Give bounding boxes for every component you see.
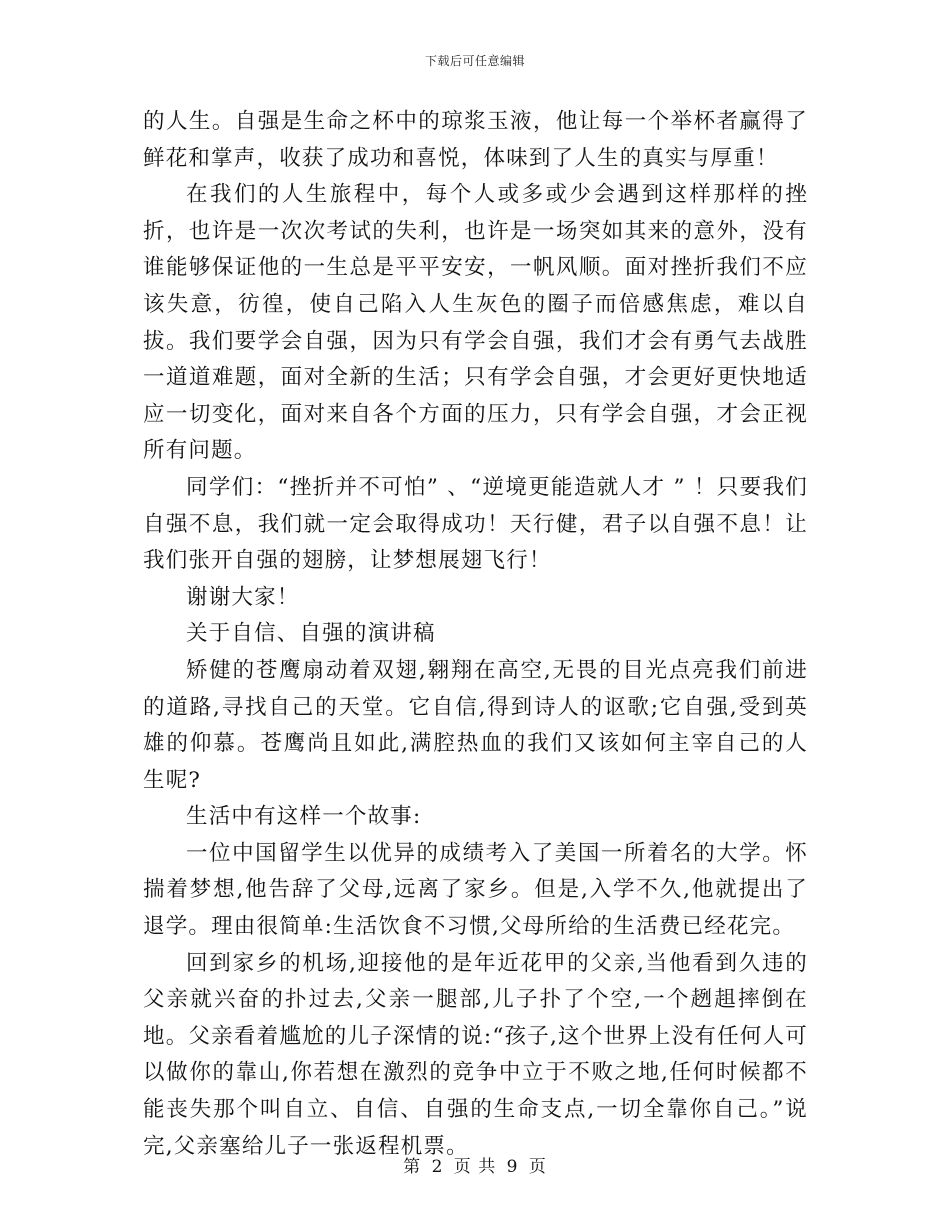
footer-suffix: 页 — [528, 1157, 547, 1177]
paragraph-1: 的人生。自强是生命之杯中的琼浆玉液，他让每一个举杯者赢得了鲜花和掌声，收获了成功和喜悦，体味到了人生的真实与厚重！ — [143, 109, 808, 171]
paragraph-3: 同学们：“挫折并不可怕” 、“逆境更能造就人才 ” ！只要我们自强不息，我们就一定会取得成功！天行健，君子以自强不息！让我们张开自强的翅膀，让梦想展翅飞行！ — [143, 474, 808, 574]
page-header: 下载后可任意编辑 — [424, 54, 525, 68]
paragraph-4: 谢谢大家！ — [186, 584, 300, 610]
footer-prefix: 第 — [403, 1157, 422, 1177]
paragraph-2: 在我们的人生旅程中，每个人或多或少会遇到这样那样的挫折，也许是一次次考试的失利，也许是一场突如其来的意外，没有谁能够保证他的一生总是平平安安，一帆风顺。面对挫折我们不应该失意，彷徨，使自己陷入人生灰色的圈子而倍感焦虑，难以自拔。我们要学会自强，因为只有学会自强，我们才会有勇气去战胜一道道难题，面对全新的生活；只有学会自强，才会更好更快地适应一切变化，面对来自各个方面的压力，只有学会自强，才会正视所有问题。 — [143, 182, 808, 464]
paragraph-7: 生活中有这样一个故事: — [186, 804, 422, 830]
section-title: 关于自信、自强的演讲稿 — [186, 621, 436, 647]
paragraph-8: 一位中国留学生以优异的成绩考入了美国一所着名的大学。怀揣着梦想,他告辞了父母,远离了家乡。但是,入学不久,他就提出了退学。理由很简单:生活饮食不习惯,父母所给的生活费已经花完。 — [143, 840, 808, 940]
footer-page-number: 2 — [431, 1157, 444, 1177]
footer-total-pages: 9 — [506, 1157, 519, 1177]
paragraph-6: 矫健的苍鹰扇动着双翅,翱翔在高空,无畏的目光点亮我们前进的道路,寻找自己的天堂。它自信,得到诗人的讴歌;它自强,受到英雄的仰慕。苍鹰尚且如此,满腔热血的我们又该如何主宰自己的人生呢? — [143, 657, 808, 793]
paragraph-9: 回到家乡的机场,迎接他的是年近花甲的父亲,当他看到久违的父亲就兴奋的扑过去,父亲一腿部,儿子扑了个空,一个趔趄摔倒在地。父亲看着尴尬的儿子深情的说:“孩子,这个世界上没有任何人可以做你的靠山,你若想在激烈的竞争中立于不败之地,任何时候都不能丧失那个叫自立、自信、自强的生命支点,一切全靠你自己。”说完,父亲塞给儿子一张返程机票。 — [143, 950, 808, 1159]
document-body — [143, 104, 808, 1165]
page-footer — [0, 1152, 950, 1177]
footer-middle: 页 共 — [453, 1157, 497, 1177]
